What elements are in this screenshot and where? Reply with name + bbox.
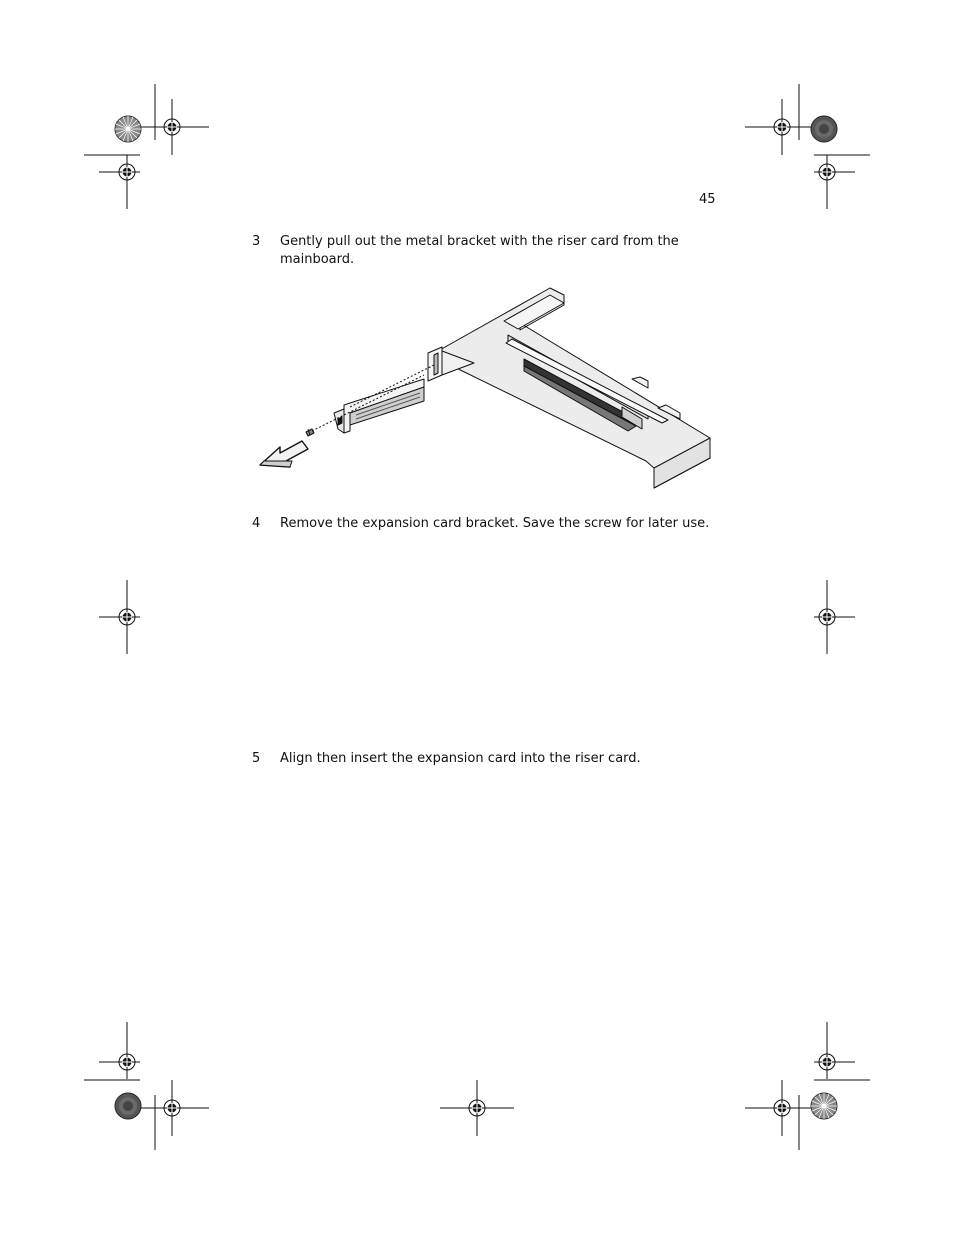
registration-mark-icon <box>440 1080 514 1136</box>
color-wheel-icon <box>115 1093 141 1119</box>
step-text: Remove the expansion card bracket. Save the screw for later use. <box>280 516 710 531</box>
registration-mark-icon <box>745 1080 819 1136</box>
registration-mark-icon <box>814 1022 855 1079</box>
step-text: Align then insert the expansion card into the riser card. <box>280 751 641 766</box>
color-wheel-icon <box>811 1093 837 1119</box>
registration-mark-icon <box>99 1022 140 1079</box>
riser-bracket-illustration <box>252 283 722 493</box>
step-5 <box>252 750 722 768</box>
pull-arrow-icon <box>260 441 308 467</box>
registration-mark-icon <box>99 580 140 654</box>
registration-mark-icon <box>135 1080 209 1136</box>
step-number: 4 <box>252 516 261 531</box>
color-wheel-icon <box>115 116 141 142</box>
step-number: 3 <box>252 234 261 249</box>
color-wheel-icon <box>811 116 837 142</box>
step-3 <box>252 233 722 269</box>
registration-mark-icon <box>135 99 209 155</box>
registration-mark-icon <box>99 155 140 209</box>
registration-mark-icon <box>814 580 855 654</box>
step-number: 5 <box>252 751 261 766</box>
step-4 <box>252 515 722 533</box>
registration-mark-icon <box>814 155 855 209</box>
step-text: Gently pull out the metal bracket with the riser card from the mainboard. <box>280 234 679 267</box>
registration-mark-icon <box>745 99 819 155</box>
page-number: 45 <box>699 192 716 207</box>
